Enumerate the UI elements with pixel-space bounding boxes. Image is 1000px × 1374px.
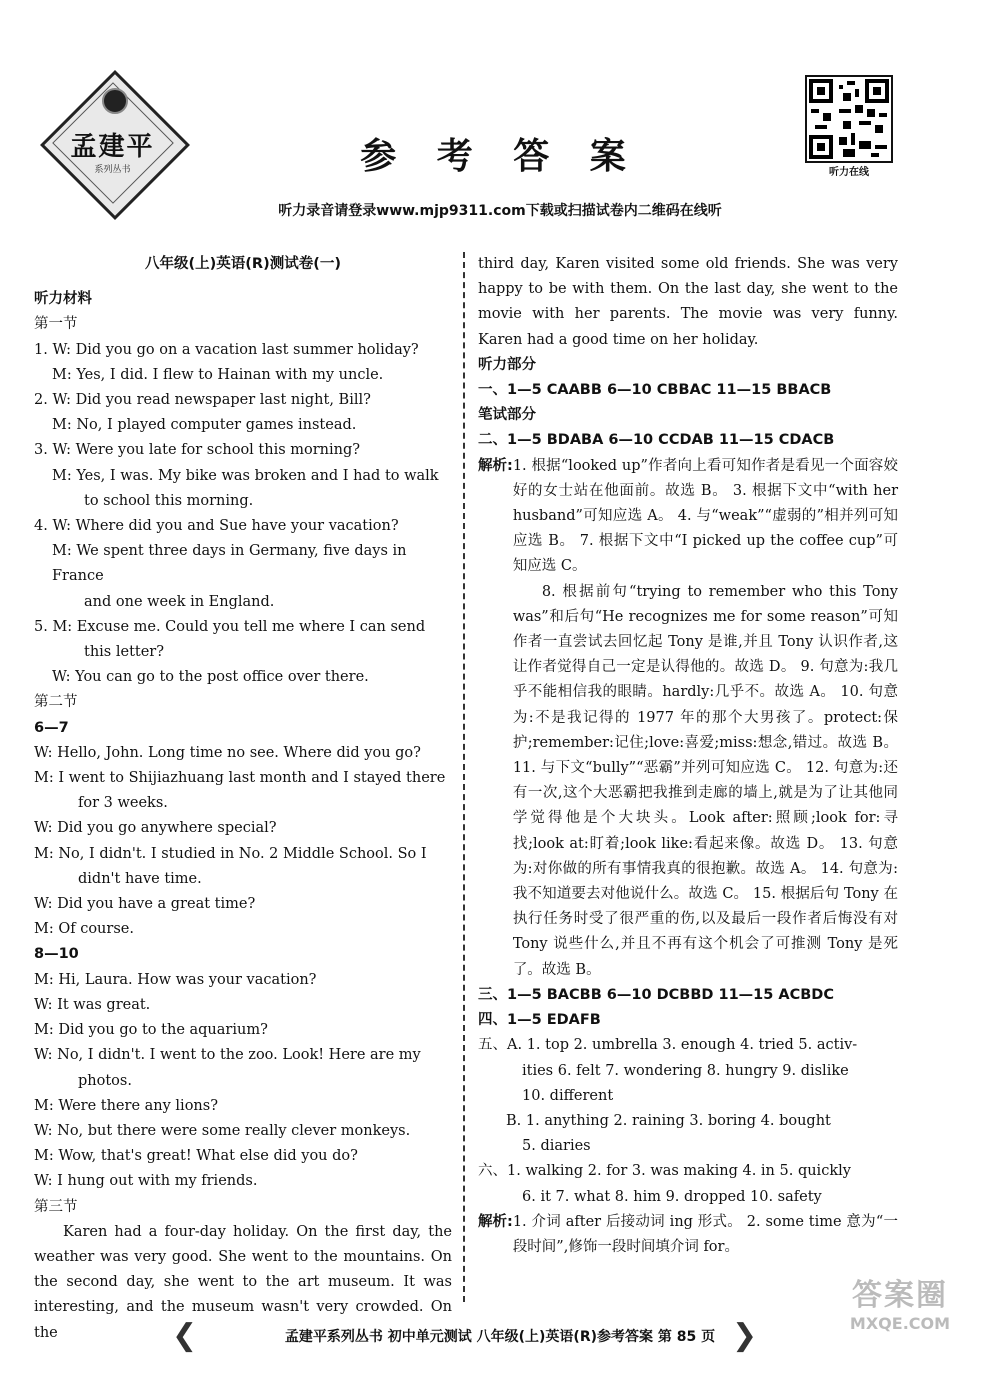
explanation-label: 解析: (478, 1213, 513, 1230)
dialogue-line: W: Did you go anywhere special? (34, 820, 277, 837)
part2-label: 第二节 (34, 694, 78, 711)
dialogue-line: W: It was great. (34, 996, 151, 1013)
dialogue-line: this letter? (84, 644, 165, 661)
dialogue-line: W: Did you have a great time? (34, 896, 256, 913)
qr-code-icon (805, 75, 893, 163)
answer-line: ities 6. felt 7. wondering 8. hungry 9. dislike (522, 1062, 849, 1079)
dialogue-line: for 3 weeks. (78, 795, 168, 812)
explanation-block (478, 454, 898, 983)
answer-line: 6. it 7. what 8. him 9. dropped 10. safety (522, 1188, 822, 1205)
answer-line: 四、1—5 EDAFB (478, 1012, 601, 1029)
page-footer: 孟建平系列丛书 初中单元测试 八年级(上)英语(R)参考答案 第 85 页 (284, 1329, 716, 1345)
answer-line: 三、1—5 BACBB 6—10 DCBBD 11—15 ACBDC (478, 986, 834, 1003)
section-listening-material: 听力材料 (34, 291, 92, 308)
logo-seal-icon (102, 88, 128, 114)
answer-line: B. 1. anything 2. raining 3. boring 4. bought (506, 1112, 831, 1129)
question-range: 8—10 (34, 946, 79, 963)
audio-notice: 听力录音请登录www.mjp9311.com下载或扫描试卷内二维码在线听 (278, 203, 722, 219)
dialogue-line: 3. W: Were you late for school this morning? (34, 442, 361, 459)
chevron-left-icon: ❮ (172, 1318, 198, 1353)
dialogue-line: W: No, but there were some really clever monkeys. (34, 1122, 411, 1139)
watermark-url: MXQE.COM (849, 1314, 951, 1333)
answer-line: 五、A. 1. top 2. umbrella 3. enough 4. tried 5. activ- (478, 1037, 858, 1054)
logo-subtext: 系列丛书 (94, 165, 131, 175)
dialogue-line: M: Did you go to the aquarium? (34, 1022, 268, 1039)
part1-label: 第一节 (34, 316, 78, 333)
dialogue-line: M: Wow, that's great! What else did you do? (34, 1148, 358, 1165)
answer-line: 二、1—5 BDABA 6—10 CCDAB 11—15 CDACB (478, 432, 835, 449)
dialogue-line: photos. (78, 1072, 132, 1089)
dialogue-line: M: Hi, Laura. How was your vacation? (34, 971, 317, 988)
explanation-block (478, 1210, 898, 1260)
answer-line: 六、1. walking 2. for 3. was making 4. in 5. quickly (478, 1163, 851, 1180)
passage-text: Karen had a four-day holiday. On the first day, the weather was very good. She went to the mountains. On the second day, she went to the art museum. It was interesting, and the museum wasn't very crowded. On the (34, 1223, 452, 1341)
chevron-right-icon: ❯ (732, 1318, 758, 1353)
passage-continued: third day, Karen visited some old friends. She was very happy to be with them. On the last day, she went to the movie with her parents. The movie was very funny. Karen had a good time on her holiday. (478, 256, 898, 348)
dialogue-line: W: You can go to the post office over there. (52, 669, 369, 686)
dialogue-line: and one week in England. (84, 593, 275, 610)
dialogue-line: M: Of course. (34, 921, 134, 938)
listening-answers-title: 听力部分 (478, 356, 536, 373)
dialogue-line: M: Were there any lions? (34, 1097, 218, 1114)
dialogue-line: M: Yes, I was. My bike was broken and I had to walk (52, 467, 439, 484)
explanation-text: 8. 根据前句“trying to remember who this Tony was”和后句“He recognizes me for some reason”可知作者一直尝试去回忆起 Tony 是谁,并且 Tony 认识作者,这让作者觉得自己一定是认得他的。故选 D。 9. 句意为:我几乎不能相信我的眼睛。hardly:几乎不。故选 A。 10. 句意为:不是我记得的 1977 年的那个大男孩了。protect:保护;remember:记住;love:喜爱;miss:想念,错过。故选 B。 11. 与下文“bully”“恶霸”并列可知应选 C。 12. 句意为:还有一次,这个大恶霸把我推到走廊的墙上,就是为了让其他同学觉得他是个大块头。Look after:照顾;look for:寻找;look at:盯着;look like:看起来像。故选 D。 13. 句意为:对你做的所有事情我真的很抱歉。故选 A。 14. 句意为:我不知道要去对他说什么。故选 C。 15. 根据后句 Tony 在执行任务时受了很严重的伤,以及最后一段作者后悔没有对 Tony 说些什么,并且不再有这个机会了可推测 Tony 是死了。故选 B。 (512, 583, 898, 978)
dialogue-line: 1. W: Did you go on a vacation last summer holiday? (34, 341, 419, 358)
explanation-text: 1. 根据“looked up”作者向上看可知作者是看见一个面容姣好的女士站在他面前。故选 B。 3. 根据下文中“with her husband”可知应选 A。 4. 与“weak”“虚弱的”相并列可知应选 B。 7. 根据下文中“I picked up the coffee cup”可知应选 C。 (512, 457, 898, 575)
dialogue-line: W: Hello, John. Long time no see. Where did you go? (34, 744, 421, 761)
dialogue-line: M: No, I played computer games instead. (52, 417, 357, 434)
page-title: 参 考 答 案 (360, 136, 640, 177)
dialogue-line: M: I went to Shijiazhuang last month and I stayed there (34, 770, 446, 787)
dialogue-line: M: Yes, I did. I flew to Hainan with my uncle. (52, 366, 384, 383)
dialogue-line: didn't have time. (78, 870, 202, 887)
test-heading: 八年级(上)英语(R)测试卷(一) (145, 256, 341, 272)
dialogue-line: W: I hung out with my friends. (34, 1173, 258, 1190)
written-answers-title: 笔试部分 (478, 407, 536, 424)
dialogue-line: 2. W: Did you read newspaper last night, Bill? (34, 392, 371, 409)
answer-line: 一、1—5 CAABB 6—10 CBBAC 11—15 BBACB (478, 382, 832, 399)
dialogue-line: M: No, I didn't. I studied in No. 2 Middle School. So I (34, 845, 427, 862)
logo-text: 孟建平 (70, 132, 155, 162)
watermark (820, 1270, 980, 1360)
dialogue-line: W: No, I didn't. I went to the zoo. Look! Here are my (34, 1047, 421, 1064)
part3-label: 第三节 (34, 1198, 78, 1215)
left-column (34, 252, 452, 1346)
answer-line: 5. diaries (522, 1138, 591, 1155)
answer-line: 10. different (522, 1087, 614, 1104)
dialogue-line: M: We spent three days in Germany, five days in France (52, 543, 407, 585)
qr-label: 听力在线 (829, 167, 869, 178)
explanation-text: 1. 介词 after 后接动词 ing 形式。 2. some time 意为“一段时间”,修饰一段时间填介词 for。 (512, 1213, 898, 1255)
question-range: 6—7 (34, 719, 69, 736)
dialogue-line: to school this morning. (84, 492, 254, 509)
right-column (478, 252, 898, 1260)
explanation-label: 解析: (478, 457, 513, 474)
column-divider (463, 252, 465, 1302)
dialogue-line: 5. M: Excuse me. Could you tell me where I can send (34, 618, 426, 635)
dialogue-line: 4. W: Where did you and Sue have your vacation? (34, 518, 399, 535)
watermark-text: 答案圈 (852, 1278, 948, 1313)
